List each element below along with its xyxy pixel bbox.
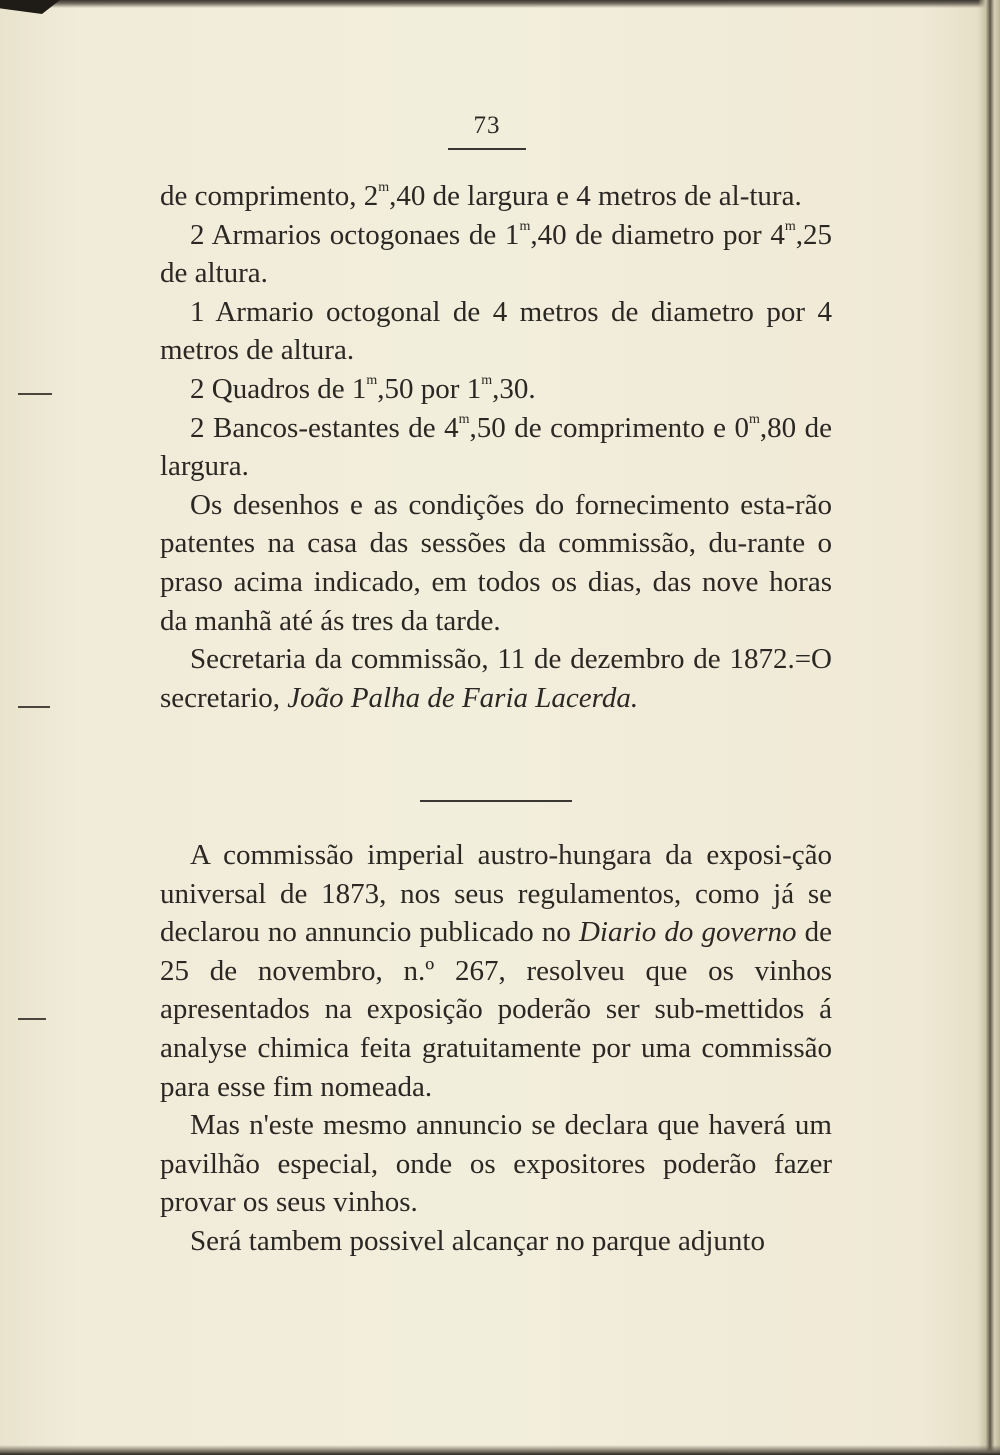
page-number: 73 <box>473 112 501 139</box>
paragraph: de comprimento, 2$^m$,40 de largura e 4 metros de al-tura. <box>160 180 802 212</box>
signature-name: João Palha de Faria Lacerda. <box>287 681 639 714</box>
page-number-rule <box>448 148 526 150</box>
publication-title: Diario do governo <box>578 916 797 949</box>
paragraph: 1 Armario octogonal de 4 metros de diametro por 4 metros de altura. <box>160 295 832 367</box>
section-wine-analysis <box>160 836 832 1261</box>
margin-mark <box>18 393 52 395</box>
page-bottom-edge <box>0 1445 1000 1455</box>
page-corner-shadow <box>0 0 60 14</box>
paragraph: Mas n'este mesmo annuncio se declara que haverá um pavilhão especial, onde os expositores poderão fazer provar os seus vinhos. <box>160 1109 832 1219</box>
paragraph: 2 Quadros de 1$^m$,50 por 1$^m$,30. <box>190 372 536 405</box>
margin-mark <box>18 1018 46 1020</box>
page-binding-edge <box>978 0 1000 1455</box>
section-furniture-list <box>160 177 832 717</box>
page-top-edge <box>0 0 1000 8</box>
paragraph: 2 Bancos-estantes de 4$^m$,50 de comprimento e 0$^m$,80 de largura. <box>160 411 833 483</box>
paragraph: Os desenhos e as condições do fornecimento esta-rão patentes na casa das sessões da commissão, du-rante o praso acima indicado, em todos os dias, das nove horas da manhã até ás tres da tarde. <box>160 488 832 637</box>
margin-mark <box>18 706 50 708</box>
paragraph: Será tambem possivel alcançar no parque adjunto <box>190 1224 765 1257</box>
signature-paragraph: Secretaria da commissão, 11 de dezembro de 1872.=O secretario, João Palha de Faria Lacerda. <box>160 643 832 714</box>
section-divider <box>420 800 572 802</box>
paragraph: A commissão imperial austro-hungara da exposi-ção universal de 1873, nos seus regulamentos, como já se declarou no annuncio publicado no Diario do governo de 25 de novembro, n.º 267, resolveu que os vinhos apresentados na exposição poderão ser sub-mettidos á analyse chimica feita gratuitamente por uma commissão para esse fim nomeada. <box>160 839 832 1103</box>
paragraph: 2 Armarios octogonaes de 1$^m$,40 de diametro por 4$^m$,25 de altura. <box>160 218 832 290</box>
